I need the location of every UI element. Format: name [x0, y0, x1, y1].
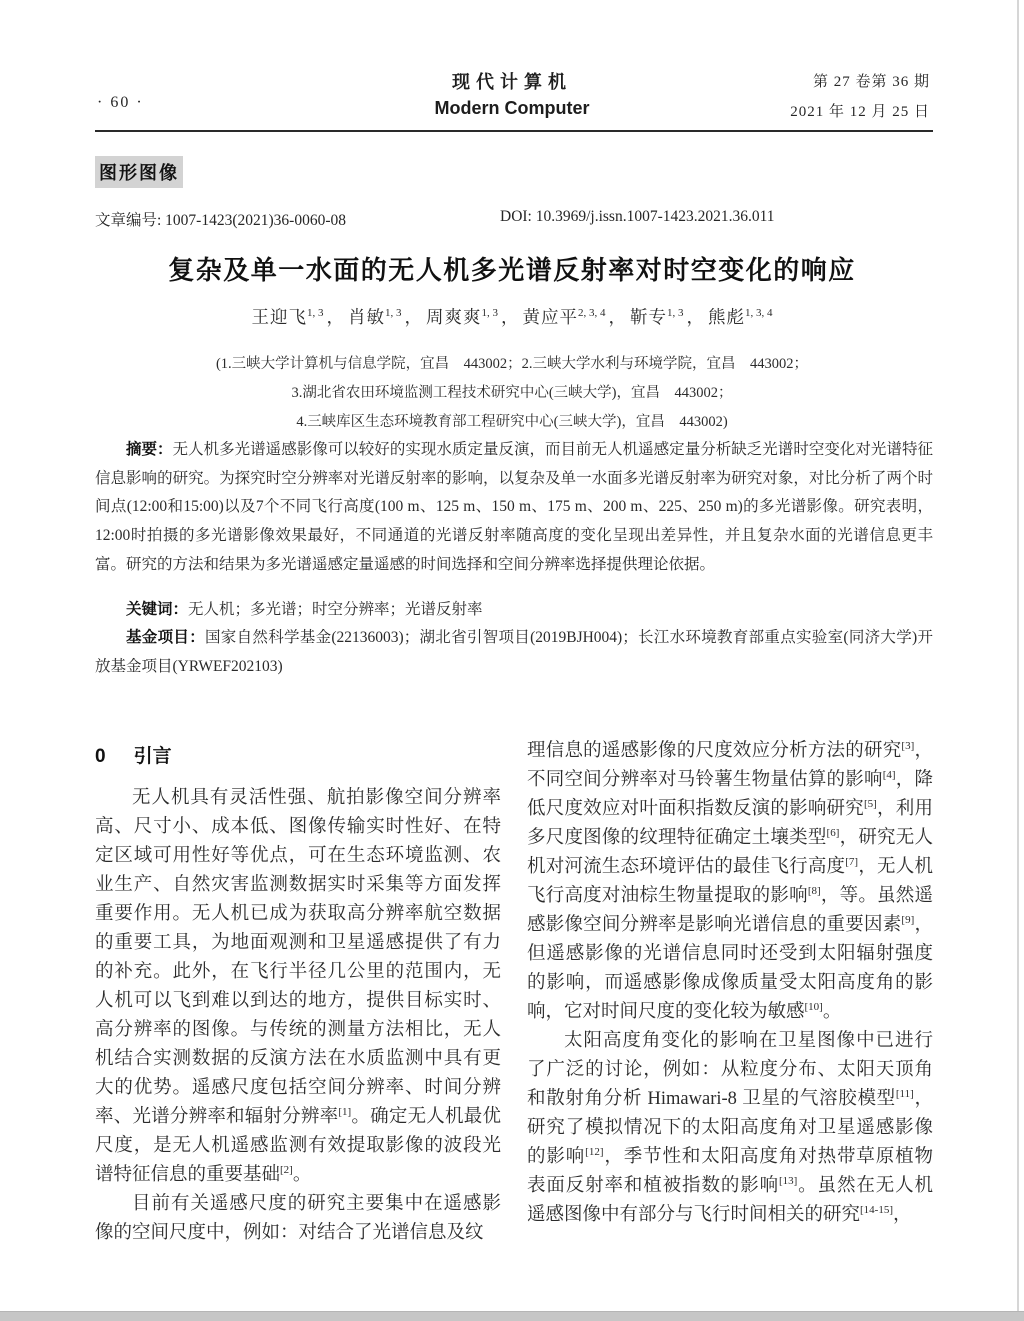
author: 周爽爽$^{1, 3}$	[426, 307, 498, 327]
article-number: 文章编号: 1007-1423(2021)36-0060-08	[95, 212, 346, 229]
article-meta-row	[95, 208, 933, 230]
scan-right-edge	[1017, 0, 1019, 1321]
scan-bottom-edge	[0, 1311, 1024, 1321]
funding-text: 国家自然科学基金(22136003)；湖北省引智项目(2019BJH004)；长江水环境教育部重点实验室(同济大学)开放基金项目(YRWEF202103)	[95, 629, 933, 675]
page-number: · 60 ·	[97, 94, 144, 111]
funding-label: 基金项目：	[126, 629, 205, 646]
paragraph: 无人机具有灵活性强、航拍影像空间分辨率高、尺寸小、成本低、图像传输实时性好、在特定区域可用性好等优点，可在生态环境监测、农业生产、自然灾害监测数据实时采集等方面发挥重要作用。无人机已成为获取高分辨率航空数据的重要工具，为地面观测和卫星遥感提供了有力的补充。此外，在飞行半径几公里的范围内，无人机可以飞到难以到达的地方，提供目标实时、高分辨率的图像。与传统的测量方法相比，无人机结合实测数据的反演方法在水质监测中具有更大的优势。遥感尺度包括空间分辨率、时间分辨率、光谱分辨率和辐射分辨率[1]。确定无人机最优尺度，是无人机遥感监测有效提取影像的波段光谱特征信息的重要基础[2]。	[95, 788, 501, 1185]
paragraph: 太阳高度角变化的影响在卫星图像中已进行了广泛的讨论，例如：从粒度分布、太阳天顶角和散射角分析 Himawari-8 卫星的气溶胶模型[11]，研究了模拟情况下的太阳高度角对卫星遥感影像的影响[12]，季节性和太阳高度角对热带草原植物表面反射率和植被指数的影响[13]。虽然在无人机遥感图像中有部分与飞行时间相关的研究[14-15]，	[527, 1031, 933, 1225]
author: 肖敏$^{1, 3}$	[348, 307, 402, 327]
article-title: 复杂及单一水面的无人机多光谱反射率对时空变化的响应	[168, 256, 856, 285]
doi: DOI: 10.3969/j.issn.1007-1423.2021.36.011	[500, 208, 775, 225]
issue-date: 2021 年 12 月 25 日	[790, 104, 930, 120]
body-columns	[95, 737, 933, 1248]
abstract	[95, 436, 933, 580]
paragraph: 理信息的遥感影像的尺度效应分析方法的研究[3]，不同空间分辨率对马铃薯生物量估算的影响[4]，降低尺度效应对叶面积指数反演的影响研究[5]，利用多尺度图像的纹理特征确定土壤类型[6]，研究无人机对河流生态环境评估的最佳飞行高度[7]，无人机飞行高度对油棕生物量提取的影响[8]，等。虽然遥感影像空间分辨率是影响光谱信息的重要因素[9]，但遥感影像的光谱信息同时还受到太阳辐射强度的影响，而遥感影像成像质量受太阳高度角的影响，它对时间尺度的变化较为敏感[10]。	[527, 739, 933, 1022]
keywords-text: 无人机；多光谱；时空分辨率；光谱反射率	[188, 601, 483, 618]
author: 黄应平$^{2, 3, 4}$	[522, 307, 606, 327]
abstract-label: 摘要：	[126, 441, 173, 458]
issue-volume: 第 27 卷第 36 期	[812, 74, 930, 90]
abstract-text: 无人机多光谱遥感影像可以较好的实现水质定量反演，而目前无人机遥感定量分析缺乏光谱时空变化对光谱特征信息影响的研究。为探究时空分辨率对光谱反射率的影响，以复杂及单一水面多光谱反射率为研究对象，对比分析了两个时间点(12:00和15:00)以及7个不同飞行高度(100 m、125 m、150 m、175 m、200 m、225、250 m)的多光谱影像。研究表明，12:00时拍摄的多光谱影像效果最好，不同通道的光谱反射率随高度的变化呈现出差异性，并且复杂水面的光谱信息更丰富。研究的方法和结果为多光谱遥感定量遥感的时间选择和空间分辨率选择提供理论依据。	[95, 441, 933, 573]
affiliations: (1.三峡大学计算机与信息学院，宜昌 443002；2.三峡大学水利与环境学院，宜昌 443002； 3.湖北省农田环境监测工程技术研究中心(三峡大学)，宜昌 443002； 4.三峡库区生态环境教育部工程研究中心(三峡大学)，宜昌 443002)	[215, 356, 809, 430]
paragraph: 目前有关遥感尺度的研究主要集中在遥感影像的空间尺度中，例如：对结合了光谱信息及纹	[95, 1194, 501, 1243]
journal-name-cn: 现代计算机	[452, 72, 572, 92]
keywords	[95, 596, 933, 624]
keywords-label: 关键词：	[126, 601, 189, 618]
section-label: 图形图像	[95, 156, 183, 188]
section-title: 引言	[133, 746, 172, 767]
right-column	[527, 737, 933, 1248]
journal-name-en: Modern Computer	[434, 98, 590, 118]
header-rule	[95, 130, 933, 132]
author: 王迎飞$^{1, 3}$	[251, 307, 324, 327]
author: 熊彪$^{1, 3, 4}$	[708, 307, 773, 327]
section-heading-introduction	[95, 741, 501, 768]
author: 靳专$^{1, 3}$	[630, 307, 684, 327]
authors-line: 王迎飞$^{1, 3}$ ， 肖敏$^{1, 3}$ ， 周爽爽$^{1, 3}$ ， 黄应平$^{2, 3, 4}$ ， 靳专$^{1, 3}$ ， 熊彪$^{1, 3, 4}$	[251, 307, 773, 327]
section-number: 0	[95, 746, 106, 767]
funding	[95, 624, 933, 681]
left-column	[95, 737, 501, 1248]
